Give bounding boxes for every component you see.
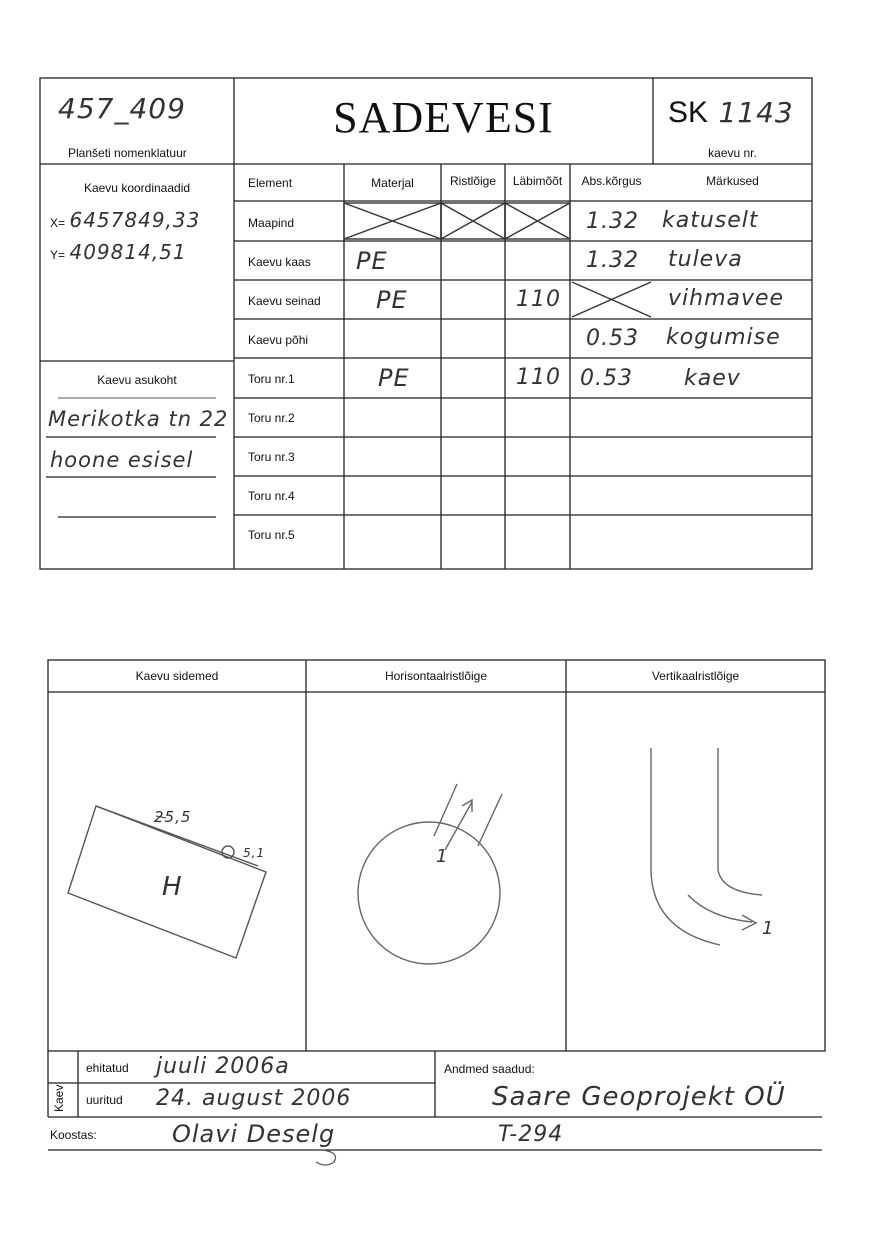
vertical-panel-label: Vertikaalristlõige	[651, 669, 740, 683]
built-value: juuli 2006a	[156, 1054, 290, 1079]
page-title: SADEVESI	[333, 93, 554, 142]
well-number-group	[668, 96, 794, 130]
abs-height-cell: 1.32	[586, 248, 639, 273]
location-line-2: hoone esisel	[50, 448, 194, 472]
pipe-label-vertical: 1	[762, 918, 775, 939]
row-label: Kaevu kaas	[248, 255, 311, 269]
note-cell: tuleva	[668, 247, 743, 272]
y-value: 409814,51	[69, 240, 187, 264]
surveyed-label: uuritud	[86, 1093, 123, 1107]
built-label: ehitatud	[86, 1061, 129, 1075]
row-label: Kaevu põhi	[248, 333, 309, 347]
author-value: Olavi Deselg	[172, 1120, 336, 1148]
row-label: Toru nr.3	[248, 450, 295, 464]
row-label: Toru nr.2	[248, 411, 295, 425]
surveyed-value: 24. august 2006	[156, 1086, 352, 1111]
row-label: Toru nr.4	[248, 489, 295, 503]
well-prefix: SK	[668, 96, 709, 129]
material-cell: PE	[376, 286, 408, 314]
material-cell: PE	[356, 247, 388, 275]
abs-height-cell: 1.32	[586, 209, 639, 234]
diameter-cell: 110	[516, 365, 561, 390]
note-cell: kogumise	[666, 325, 781, 350]
col-header-element: Element	[248, 176, 293, 190]
col-header-diameter: Läbimõõt	[512, 174, 563, 188]
horizontal-panel-label: Horisontaalristlõige	[384, 669, 488, 683]
note-cell: vihmavee	[668, 286, 785, 311]
registry-code: T-294	[498, 1122, 564, 1147]
well-number-label: kaevu nr.	[708, 146, 757, 160]
y-prefix: Y=	[50, 248, 66, 262]
pipe-label-horizontal: 1	[436, 846, 449, 867]
row-label: Kaevu seinad	[248, 294, 321, 308]
vertical-sketch	[651, 748, 762, 945]
y-coordinate	[50, 240, 187, 264]
diameter-cell: 110	[516, 287, 561, 312]
col-header-material: Materjal	[371, 176, 414, 190]
well-number: 1143	[718, 96, 794, 129]
abs-height-cell: 0.53	[580, 366, 633, 391]
building-mark: H	[162, 872, 183, 902]
location-label: Kaevu asukoht	[97, 373, 177, 387]
row-label: Toru nr.1	[248, 372, 295, 386]
note-cell: kaev	[684, 366, 741, 391]
col-header-notes: Märkused	[706, 174, 759, 188]
sheet-number: 457_409	[58, 92, 186, 125]
abs-height-cell: 0.53	[586, 326, 639, 351]
coordinates-label: Kaevu koordinaadid	[83, 181, 191, 195]
note-cell: katuselt	[662, 208, 759, 233]
ties-offset: 5,1	[243, 846, 266, 860]
location-line-1: Merikotka tn 22	[48, 407, 229, 431]
horizontal-sketch	[358, 784, 502, 964]
x-coordinate	[50, 208, 200, 232]
material-cell: PE	[378, 364, 410, 392]
row-label: Toru nr.5	[248, 528, 295, 542]
ties-distance: 25,5	[154, 808, 192, 826]
sheet-label: Planšeti nomenklatuur	[68, 146, 187, 160]
data-received-value: Saare Geoprojekt OÜ	[492, 1082, 786, 1112]
ties-panel-label: Kaevu sidemed	[135, 669, 219, 683]
x-prefix: X=	[50, 216, 66, 230]
data-received-label: Andmed saadud:	[444, 1062, 535, 1076]
col-header-abs-height: Abs.kõrgus	[581, 174, 642, 188]
row-label: Maapind	[248, 216, 295, 230]
col-header-cross-section: Ristlõige	[449, 174, 497, 188]
x-value: 6457849,33	[69, 208, 201, 232]
author-label: Koostas:	[50, 1128, 97, 1142]
well-side-label: Kaev	[52, 1084, 66, 1112]
